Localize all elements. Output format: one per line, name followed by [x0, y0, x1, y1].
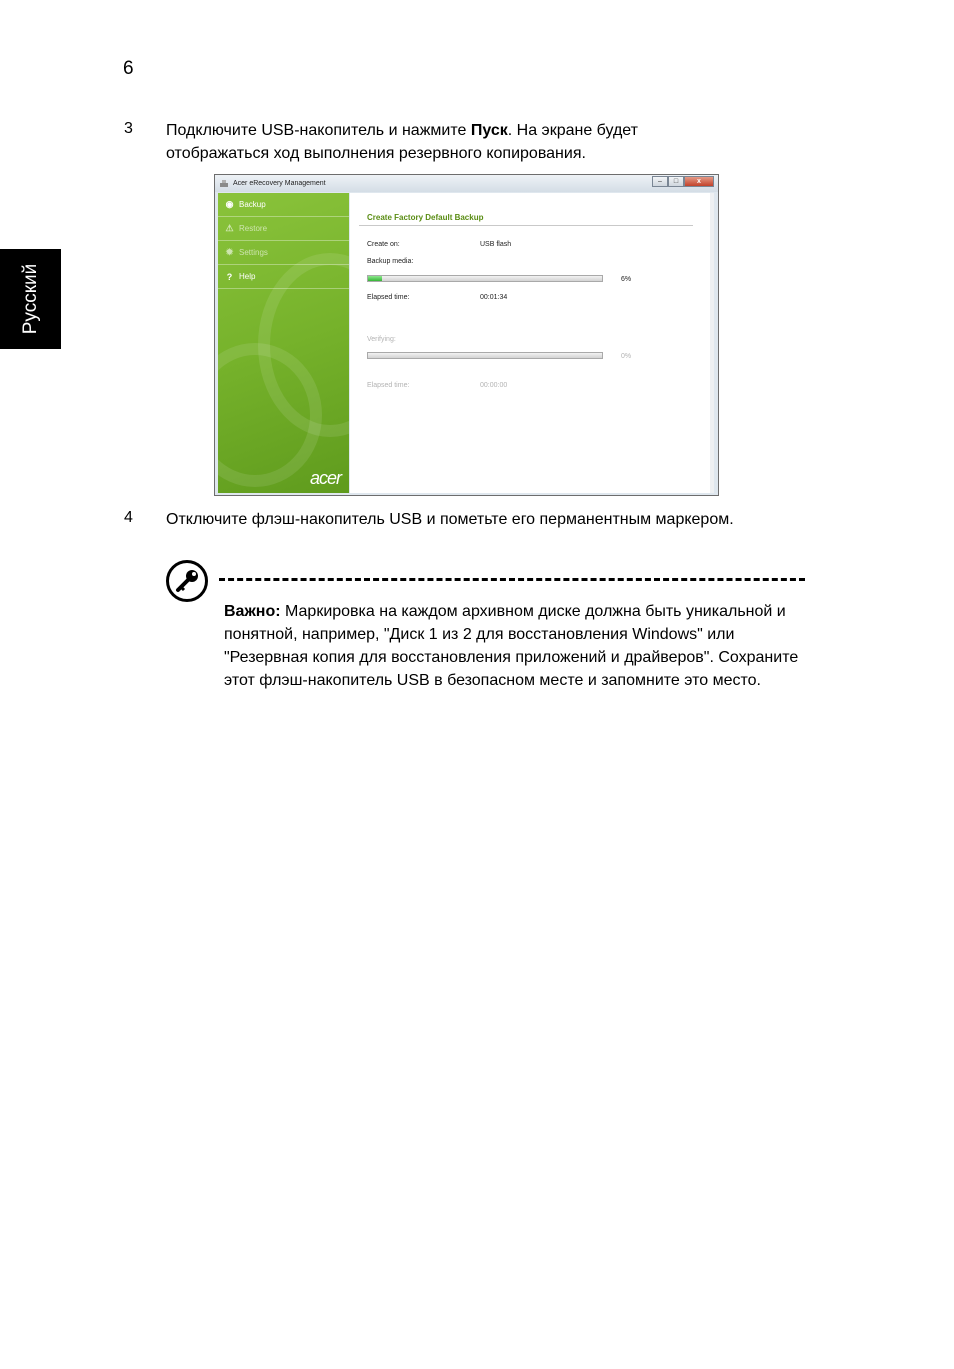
- page-number: 6: [123, 58, 134, 79]
- step-3-bold: Пуск: [470, 122, 508, 139]
- note-divider: [219, 578, 805, 581]
- window-title: Acer eRecovery Management: [233, 180, 326, 187]
- sidebar-item-settings[interactable]: [218, 241, 349, 265]
- note-body: Маркировка на каждом архивном диске должна быть уникальной и понятной, например, "Диск 1 из 2 для восстановления Windows" или "Резервная копия для восстановления приложений и драйверов". Сохраните этот флэш-накопитель USB в безопасном месте и запомните это место.: [224, 603, 799, 689]
- app-icon: [220, 180, 228, 187]
- verify-progress-bar: [367, 352, 603, 359]
- sidebar-item-label: Settings: [239, 248, 268, 257]
- step-3-text-before: Подключите USB-накопитель и нажмите: [166, 122, 471, 139]
- restore-icon: ⚠: [225, 223, 234, 233]
- step-4-text: Отключите флэш-накопитель USB и пометьте его перманентным маркером.: [166, 511, 734, 528]
- create-on-value: USB flash: [480, 241, 512, 248]
- backup-media-label: Backup media:: [367, 258, 414, 265]
- elapsed-time-label: Elapsed time:: [367, 294, 410, 301]
- backup-icon: ◉: [225, 199, 234, 209]
- key-glyph: [169, 563, 205, 599]
- verify-progress-percent: 0%: [621, 353, 632, 360]
- sidebar-item-help[interactable]: [218, 265, 349, 289]
- language-side-tab: [0, 249, 61, 349]
- verifying-label: Verifying:: [367, 336, 396, 343]
- content-scrollbar[interactable]: [710, 193, 714, 493]
- settings-icon: ✹: [225, 247, 234, 257]
- recovery-window-screenshot: [214, 174, 719, 496]
- side-tab-label: Русский: [19, 263, 41, 335]
- elapsed-time-2-label: Elapsed time:: [367, 382, 410, 389]
- important-note: [224, 600, 804, 692]
- maximize-button[interactable]: □: [668, 176, 684, 187]
- content-title: Create Factory Default Backup: [367, 213, 484, 222]
- note-bold-label: Важно:: [224, 603, 281, 620]
- step-3-number: 3: [124, 120, 133, 137]
- elapsed-time-value: 00:01:34: [480, 294, 508, 301]
- important-key-icon: [166, 560, 208, 602]
- sidebar-item-restore[interactable]: [218, 217, 349, 241]
- close-button[interactable]: x: [684, 176, 714, 187]
- sidebar-item-label: Restore: [239, 224, 268, 233]
- sidebar-item-backup[interactable]: [218, 193, 349, 217]
- help-icon: ?: [226, 271, 233, 282]
- sidebar: [218, 193, 349, 493]
- content-panel: [350, 193, 714, 493]
- sidebar-item-label: Backup: [239, 200, 266, 209]
- step-3-text-after: . На экране будет отображаться ход выполнения резервного копирования.: [166, 122, 638, 162]
- backup-progress-bar: [367, 275, 603, 282]
- acer-logo: acer: [309, 468, 341, 488]
- create-on-label: Create on:: [367, 241, 400, 248]
- backup-progress-percent: 6%: [621, 276, 632, 283]
- window-titlebar: [215, 175, 718, 192]
- sidebar-item-label: Help: [239, 272, 256, 281]
- minimize-button[interactable]: –: [652, 176, 668, 187]
- step-3-text: [166, 119, 726, 165]
- window-controls: [652, 176, 714, 187]
- elapsed-time-2-value: 00:00:00: [480, 382, 508, 389]
- backup-progress-fill: [368, 276, 382, 281]
- title-divider: [359, 225, 693, 226]
- step-4-number: 4: [124, 509, 133, 526]
